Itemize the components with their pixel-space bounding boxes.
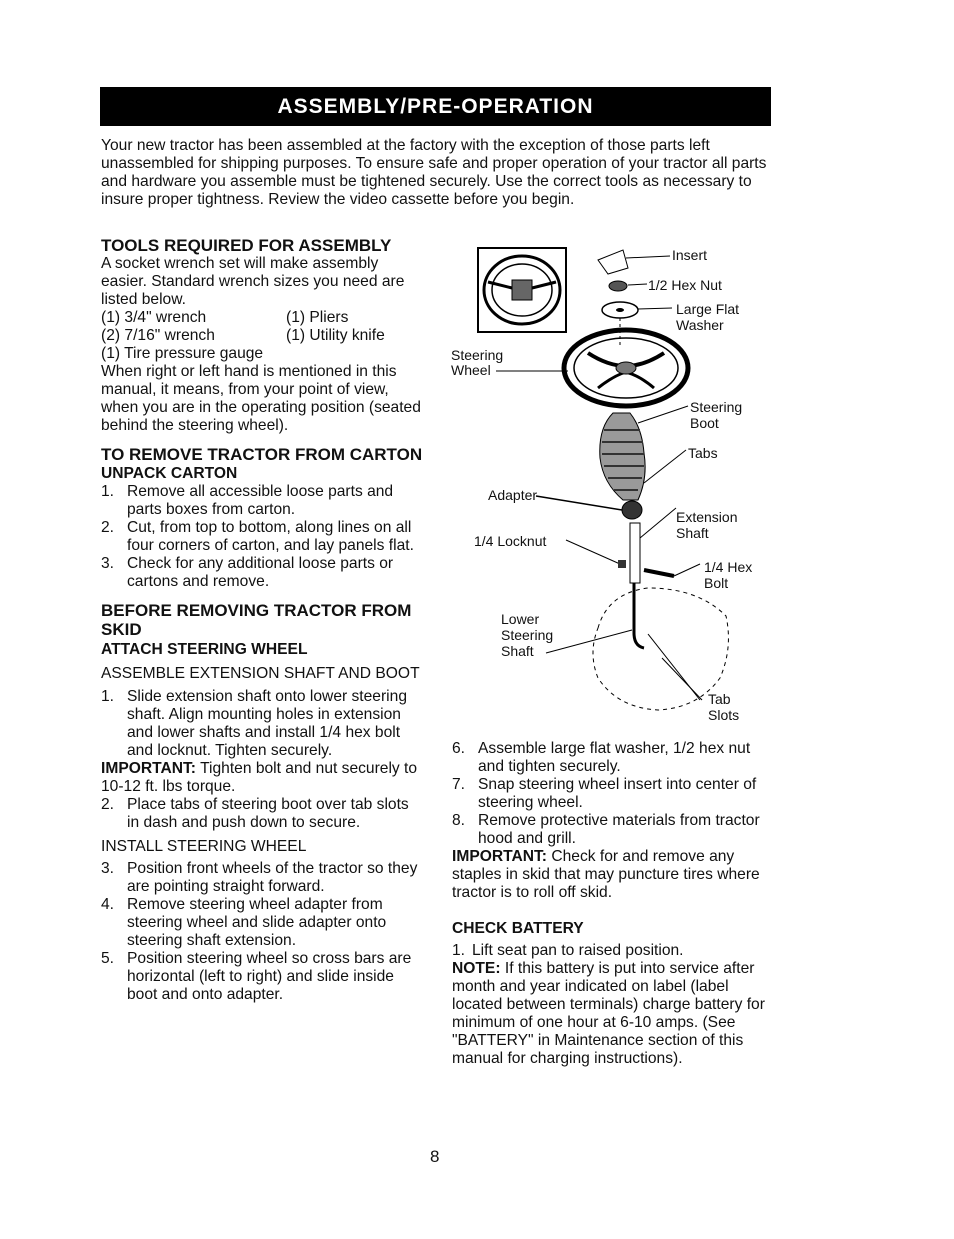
important-note: IMPORTANT: Check for and remove any staples in skid that may puncture tires where tractor is to roll off skid.	[452, 848, 760, 901]
list-item: 8. Remove protective materials from tractor hood and grill.	[452, 812, 760, 847]
tools-heading: TOOLS REQUIRED FOR ASSEMBLY	[101, 236, 392, 255]
steering-assembly-diagram	[448, 238, 768, 728]
label-adapter: Adapter	[488, 487, 538, 503]
label-lower-shaft: Shaft	[501, 643, 534, 659]
label-hex-nut: 1/2 Hex Nut	[648, 277, 722, 293]
install-subheading: INSTALL STEERING WHEEL	[101, 838, 307, 855]
label-large-flat: Large Flat	[676, 301, 740, 317]
adapter-icon	[622, 501, 642, 519]
label-washer: Washer	[676, 317, 724, 333]
tool-item: (1) Utility knife	[286, 327, 385, 344]
insert-icon	[598, 250, 628, 274]
list-item: 7. Snap steering wheel insert into center of steering wheel.	[452, 776, 757, 811]
list-item: 3. Check for any additional loose parts or cartons and remove.	[101, 555, 394, 590]
label-extension: Extension	[676, 509, 738, 525]
steering-boot-icon	[600, 413, 645, 500]
label-lower: Lower	[501, 611, 540, 627]
left-column	[101, 236, 423, 1004]
extension-shaft-icon	[630, 523, 640, 583]
list-item: 1. Slide extension shaft onto lower steering shaft. Align mounting holes in extension and lower shafts and install 1/4 hex bolt and locknut. Tighten securely.	[101, 688, 407, 759]
page-number: 8	[430, 1147, 440, 1166]
label-shaft: Shaft	[676, 525, 709, 541]
label-wheel: Wheel	[451, 362, 491, 378]
list-item: 5. Position steering wheel so cross bars are horizontal (left to right) and slide inside boot and onto adapter.	[101, 950, 412, 1003]
label-hex-bolt-1: 1/4 Hex	[704, 559, 753, 575]
battery-note: NOTE: If this battery is put into service after month and year indicated on label (label located between terminals) charge battery for minimum of one hour at 6-10 amps. (See "BATTERY" in Maintenance section of this manual for charging instructions).	[452, 960, 765, 1067]
label-boot: Boot	[690, 415, 719, 431]
attach-heading: ATTACH STEERING WHEEL	[101, 641, 308, 658]
important-note: IMPORTANT: Tighten bolt and nut securely to 10-12 ft. lbs torque.	[101, 760, 418, 795]
label-slots: Slots	[708, 707, 740, 723]
label-lower-steering: Steering	[501, 627, 554, 643]
right-column	[452, 740, 772, 1068]
assemble-subheading: ASSEMBLE EXTENSION SHAFT AND BOOT	[101, 665, 420, 682]
list-item: 2. Cut, from top to bottom, along lines on all four corners of carton, and lay panels flat.	[101, 519, 414, 554]
label-insert: Insert	[672, 247, 708, 263]
list-item: 3. Position front wheels of the tractor so they are pointing straight forward.	[101, 860, 418, 895]
list-item: 6. Assemble large flat washer, 1/2 hex nut and tighten securely.	[452, 740, 751, 775]
list-item: 1. Remove all accessible loose parts and parts boxes from carton.	[101, 483, 394, 518]
label-locknut: 1/4 Locknut	[474, 533, 547, 549]
tools-list	[101, 309, 423, 345]
tool-item: (2) 7/16" wrench	[101, 327, 215, 344]
battery-heading: CHECK BATTERY	[452, 920, 584, 937]
label-tabs: Tabs	[688, 445, 718, 461]
label-tab: Tab	[708, 691, 731, 707]
hand-note: When right or left hand is mentioned in this manual, it means, from your point of view, when you are in the operating position (seated behind the steering wheel).	[101, 363, 421, 434]
tool-item: (1) Pliers	[286, 309, 349, 326]
list-item: 1. Lift seat pan to raised position.	[452, 942, 684, 959]
tools-text: A socket wrench set will make assembly easier. Standard wrench sizes you need are listed below.	[101, 255, 405, 308]
locknut-icon	[618, 560, 626, 568]
tool-item-gauge: (1) Tire pressure gauge	[101, 345, 264, 362]
intro-paragraph: Your new tractor has been assembled at the factory with the exception of those parts left unassembled for shipping purposes. To ensure safe and proper operation of your tractor all parts and hardware you assemble must be tightened securely. Use the correct tools as necessary to insure proper tightness. Review the video cassette before you begin.	[101, 137, 767, 208]
label-steering: Steering	[451, 347, 504, 363]
hex-bolt-icon	[644, 570, 674, 576]
list-item: 4. Remove steering wheel adapter from steering wheel and slide adapter onto steering shaft extension.	[101, 896, 387, 949]
label-hex-bolt-2: Bolt	[704, 575, 729, 591]
unpack-heading: UNPACK CARTON	[101, 465, 238, 482]
lower-steering-shaft-icon	[634, 583, 644, 648]
skid-heading: BEFORE REMOVING TRACTOR FROM SKID	[101, 601, 412, 639]
label-boot-steering: Steering	[690, 399, 743, 415]
tool-item: (1) 3/4" wrench	[101, 309, 207, 326]
hex-nut-icon	[609, 281, 627, 291]
section-banner: ASSEMBLY/PRE-OPERATION	[100, 87, 771, 126]
list-item: 2. Place tabs of steering boot over tab slots in dash and push down to secure.	[101, 796, 409, 831]
remove-heading: TO REMOVE TRACTOR FROM CARTON	[101, 445, 423, 464]
